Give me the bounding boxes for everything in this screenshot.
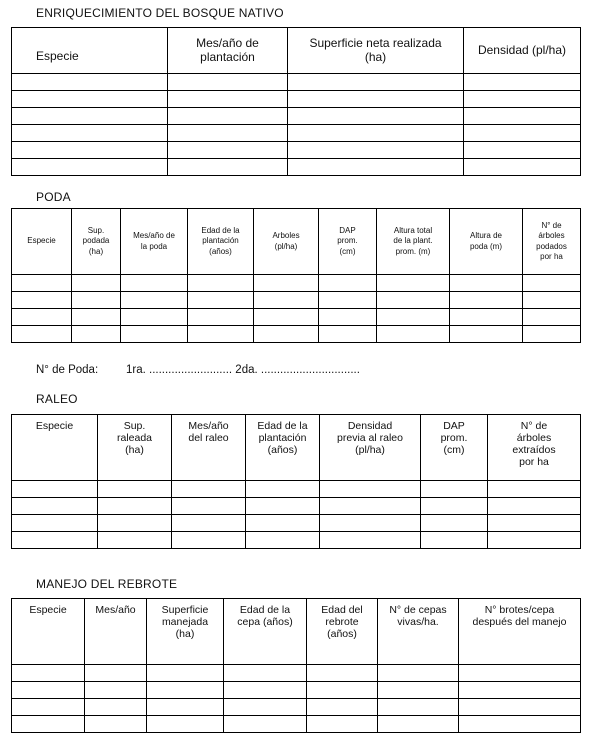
table-cell[interactable]	[85, 665, 147, 682]
col-header: Especie	[12, 415, 98, 481]
table-row	[12, 292, 581, 309]
table-cell[interactable]	[307, 682, 378, 699]
col-header: Densidad (pl/ha)	[464, 28, 581, 74]
table-cell[interactable]	[12, 309, 72, 326]
table-cell[interactable]	[147, 716, 224, 733]
table-row	[12, 481, 581, 498]
table-row	[12, 275, 581, 292]
section-title-raleo: RALEO	[36, 392, 78, 406]
table-cell[interactable]	[172, 515, 246, 532]
col-header: N° brotes/cepa después del manejo	[459, 599, 581, 665]
col-header: Edad de la plantación (años)	[246, 415, 320, 481]
col-header: Arboles (pl/ha)	[254, 209, 319, 275]
table-cell[interactable]	[72, 292, 121, 309]
table-cell[interactable]	[188, 326, 254, 343]
table-cell[interactable]	[464, 125, 581, 142]
col-header: Superficie neta realizada (ha)	[288, 28, 464, 74]
table-cell[interactable]	[12, 142, 168, 159]
col-header: N° de cepas vivas/ha.	[378, 599, 459, 665]
table-row	[12, 74, 581, 91]
table-cell[interactable]	[459, 682, 581, 699]
col-header: Altura de poda (m)	[450, 209, 523, 275]
col-header: Edad del rebrote (años)	[307, 599, 378, 665]
col-header: N° de árboles extraídos por ha	[488, 415, 581, 481]
header-row	[12, 28, 581, 74]
table-cell[interactable]	[12, 515, 98, 532]
table-cell[interactable]	[319, 326, 377, 343]
table-cell[interactable]	[288, 159, 464, 176]
table-cell[interactable]	[320, 515, 421, 532]
table-row	[12, 142, 581, 159]
table-cell[interactable]	[421, 532, 488, 549]
table-cell[interactable]	[168, 74, 288, 91]
table-cell[interactable]	[378, 699, 459, 716]
table-cell[interactable]	[85, 699, 147, 716]
col-header: Sup. raleada (ha)	[98, 415, 172, 481]
table-cell[interactable]	[98, 515, 172, 532]
header-row	[12, 415, 581, 481]
table-cell[interactable]	[377, 326, 450, 343]
table-cell[interactable]	[319, 309, 377, 326]
table-cell[interactable]	[12, 91, 168, 108]
section-title-enriquecimiento: ENRIQUECIMIENTO DEL BOSQUE NATIVO	[36, 6, 284, 20]
table-cell[interactable]	[288, 125, 464, 142]
table-cell[interactable]	[288, 108, 464, 125]
table-cell[interactable]	[12, 481, 98, 498]
table-manejo-rebrote	[11, 598, 581, 733]
col-header: Especie	[12, 599, 85, 665]
table-cell[interactable]	[288, 74, 464, 91]
table-cell[interactable]	[523, 326, 581, 343]
table-cell[interactable]	[288, 142, 464, 159]
table-cell[interactable]	[246, 532, 320, 549]
table-cell[interactable]	[12, 699, 85, 716]
table-cell[interactable]	[377, 292, 450, 309]
table-cell[interactable]	[378, 716, 459, 733]
table-cell[interactable]	[450, 275, 523, 292]
table-cell[interactable]	[254, 326, 319, 343]
table-cell[interactable]	[307, 699, 378, 716]
table-cell[interactable]	[246, 498, 320, 515]
table-cell[interactable]	[320, 481, 421, 498]
section-title-poda: PODA	[36, 190, 71, 204]
poda-count-label: N° de Poda:	[36, 364, 99, 376]
table-row	[12, 699, 581, 716]
col-header: DAP prom. (cm)	[319, 209, 377, 275]
table-cell[interactable]	[464, 142, 581, 159]
table-cell[interactable]	[168, 159, 288, 176]
table-row	[12, 498, 581, 515]
table-cell[interactable]	[523, 292, 581, 309]
table-cell[interactable]	[459, 665, 581, 682]
table-cell[interactable]	[488, 498, 581, 515]
table-cell[interactable]	[464, 108, 581, 125]
table-cell[interactable]	[464, 74, 581, 91]
table-cell[interactable]	[12, 292, 72, 309]
header-row	[12, 209, 581, 275]
table-cell[interactable]	[172, 498, 246, 515]
table-raleo	[11, 414, 581, 549]
table-cell[interactable]	[188, 292, 254, 309]
table-cell[interactable]	[377, 275, 450, 292]
table-enriquecimiento	[11, 27, 581, 176]
table-cell[interactable]	[523, 309, 581, 326]
table-cell[interactable]	[168, 125, 288, 142]
table-cell[interactable]	[421, 498, 488, 515]
table-cell[interactable]	[98, 481, 172, 498]
table-cell[interactable]	[172, 481, 246, 498]
table-cell[interactable]	[224, 699, 307, 716]
col-header: Mes/año de plantación	[168, 28, 288, 74]
table-cell[interactable]	[12, 665, 85, 682]
table-cell[interactable]	[12, 74, 168, 91]
table-cell[interactable]	[450, 309, 523, 326]
table-cell[interactable]	[12, 532, 98, 549]
table-cell[interactable]	[450, 292, 523, 309]
col-header: Sup. podada (ha)	[72, 209, 121, 275]
table-cell[interactable]	[378, 682, 459, 699]
table-cell[interactable]	[12, 682, 85, 699]
table-cell[interactable]	[12, 326, 72, 343]
table-cell[interactable]	[147, 665, 224, 682]
table-cell[interactable]	[147, 682, 224, 699]
poda-second-field[interactable]: 2da. ...............................	[235, 364, 360, 376]
table-row	[12, 665, 581, 682]
table-cell[interactable]	[72, 275, 121, 292]
table-cell[interactable]	[254, 275, 319, 292]
table-cell[interactable]	[12, 498, 98, 515]
table-cell[interactable]	[421, 515, 488, 532]
table-cell[interactable]	[85, 716, 147, 733]
table-cell[interactable]	[224, 716, 307, 733]
table-row	[12, 326, 581, 343]
col-header: Superficie manejada (ha)	[147, 599, 224, 665]
col-header: Densidad previa al raleo (pl/ha)	[320, 415, 421, 481]
col-header: Edad de la cepa (años)	[224, 599, 307, 665]
table-row	[12, 515, 581, 532]
table-cell[interactable]	[12, 275, 72, 292]
table-cell[interactable]	[246, 481, 320, 498]
col-header: Mes/año	[85, 599, 147, 665]
table-cell[interactable]	[254, 292, 319, 309]
table-row	[12, 108, 581, 125]
table-cell[interactable]	[98, 532, 172, 549]
table-cell[interactable]	[488, 532, 581, 549]
table-row	[12, 532, 581, 549]
table-cell[interactable]	[121, 292, 188, 309]
table-cell[interactable]	[224, 682, 307, 699]
table-cell[interactable]	[488, 515, 581, 532]
table-row	[12, 682, 581, 699]
table-cell[interactable]	[320, 532, 421, 549]
table-cell[interactable]	[85, 682, 147, 699]
table-row	[12, 125, 581, 142]
table-cell[interactable]	[319, 292, 377, 309]
table-cell[interactable]	[172, 532, 246, 549]
table-cell[interactable]	[12, 159, 168, 176]
col-header: Especie	[12, 209, 72, 275]
col-header: Mes/año de la poda	[121, 209, 188, 275]
table-cell[interactable]	[288, 91, 464, 108]
table-cell[interactable]	[12, 108, 168, 125]
table-cell[interactable]	[121, 326, 188, 343]
table-cell[interactable]	[377, 309, 450, 326]
table-cell[interactable]	[307, 665, 378, 682]
table-cell[interactable]	[168, 108, 288, 125]
table-cell[interactable]	[188, 275, 254, 292]
table-cell[interactable]	[320, 498, 421, 515]
col-header: Edad de la plantación (años)	[188, 209, 254, 275]
table-cell[interactable]	[72, 309, 121, 326]
col-header: Altura total de la plant. prom. (m)	[377, 209, 450, 275]
table-cell[interactable]	[98, 498, 172, 515]
table-cell[interactable]	[121, 309, 188, 326]
table-cell[interactable]	[307, 716, 378, 733]
table-cell[interactable]	[72, 326, 121, 343]
table-cell[interactable]	[168, 142, 288, 159]
table-row	[12, 716, 581, 733]
table-cell[interactable]	[459, 716, 581, 733]
table-cell[interactable]	[147, 699, 224, 716]
col-header: Especie	[12, 28, 168, 74]
table-cell[interactable]	[421, 481, 488, 498]
poda-first-field[interactable]: 1ra. ..........................	[126, 364, 233, 376]
table-cell[interactable]	[488, 481, 581, 498]
table-cell[interactable]	[188, 309, 254, 326]
table-poda	[11, 208, 581, 343]
table-cell[interactable]	[459, 699, 581, 716]
header-row	[12, 599, 581, 665]
section-title-manejo-rebrote: MANEJO DEL REBROTE	[36, 577, 178, 591]
table-cell[interactable]	[246, 515, 320, 532]
table-cell[interactable]	[464, 91, 581, 108]
table-cell[interactable]	[319, 275, 377, 292]
col-header: Mes/año del raleo	[172, 415, 246, 481]
table-row	[12, 309, 581, 326]
table-cell[interactable]	[121, 275, 188, 292]
table-cell[interactable]	[254, 309, 319, 326]
col-header: N° de árboles podados por ha	[523, 209, 581, 275]
poda-count-line	[36, 364, 360, 376]
table-row	[12, 159, 581, 176]
table-cell[interactable]	[378, 665, 459, 682]
col-header: DAP prom. (cm)	[421, 415, 488, 481]
table-cell[interactable]	[450, 326, 523, 343]
table-row	[12, 91, 581, 108]
table-cell[interactable]	[523, 275, 581, 292]
table-cell[interactable]	[224, 665, 307, 682]
table-cell[interactable]	[12, 125, 168, 142]
table-cell[interactable]	[12, 716, 85, 733]
table-cell[interactable]	[168, 91, 288, 108]
table-cell[interactable]	[464, 159, 581, 176]
